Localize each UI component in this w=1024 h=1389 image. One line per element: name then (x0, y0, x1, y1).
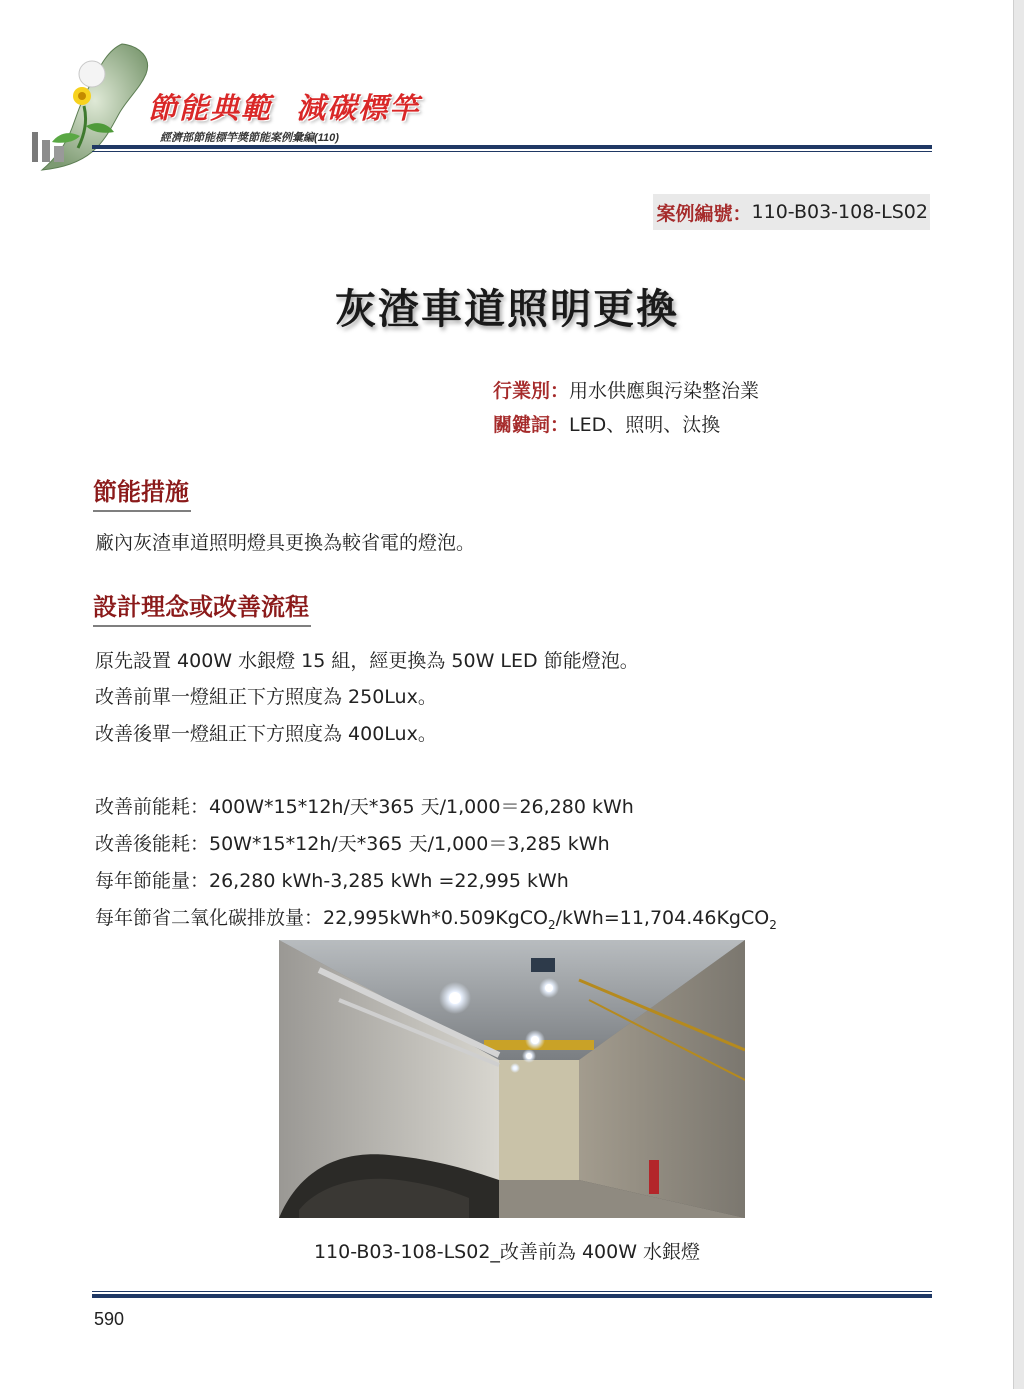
calc-line: 改善前能耗：400W*15*12h/天*365 天/1,000＝26,280 kWh (95, 796, 634, 818)
design-line: 原先設置 400W 水銀燈 15 組，經更換為 50W LED 節能燈泡。 (95, 650, 639, 672)
calc-line: 改善後能耗：50W*15*12h/天*365 天/1,000＝3,285 kWh (95, 833, 610, 855)
footer-rule (92, 1294, 932, 1298)
industry-value: 用水供應與污染整治業 (569, 380, 760, 402)
tunnel-lighting-photo (279, 940, 745, 1218)
brand-subtitle: 經濟部節能標竿獎節能案例彙編(110) (160, 132, 339, 144)
design-line: 改善後單一燈組正下方照度為 400Lux。 (95, 723, 437, 745)
keywords-value: LED、照明、汰換 (569, 414, 721, 436)
keywords-row (493, 410, 720, 437)
industry-row (493, 376, 759, 403)
design-line: 改善前單一燈組正下方照度為 250Lux。 (95, 686, 437, 708)
photo-caption: 110-B03-108-LS02_改善前為 400W 水銀燈 (313, 1241, 701, 1263)
co2-subscript: 2 (769, 917, 777, 932)
brand-title: 節能典範 減碳標竿 (148, 91, 421, 125)
case-number-label: 案例編號： (656, 202, 752, 225)
industry-label: 行業別： (493, 380, 570, 402)
section-heading-measures: 節能措施 (93, 472, 191, 512)
co2-subscript: 2 (547, 917, 556, 932)
measures-text: 廠內灰渣車道照明燈具更換為較省電的燈泡。 (95, 532, 476, 554)
footer-rule-thin (92, 1291, 932, 1292)
page-number: 590 (94, 1309, 125, 1329)
co2-middle: /kWh=11,704.46KgCO (555, 907, 770, 929)
keywords-label: 關鍵詞： (493, 414, 570, 436)
section-heading-design: 設計理念或改善流程 (93, 587, 311, 627)
co2-line (95, 903, 777, 932)
case-number-box (653, 194, 930, 230)
header-rule-thin (92, 151, 932, 152)
header-rule (92, 145, 932, 149)
document-title: 灰渣車道照明更換 (335, 285, 679, 333)
co2-prefix: 每年節省二氧化碳排放量：22,995kWh*0.509KgCO (95, 907, 548, 929)
case-number-value: 110-B03-108-LS02 (751, 201, 928, 223)
page-edge (1013, 0, 1024, 1389)
calc-line: 每年節能量：26,280 kWh-3,285 kWh =22,995 kWh (95, 870, 569, 892)
